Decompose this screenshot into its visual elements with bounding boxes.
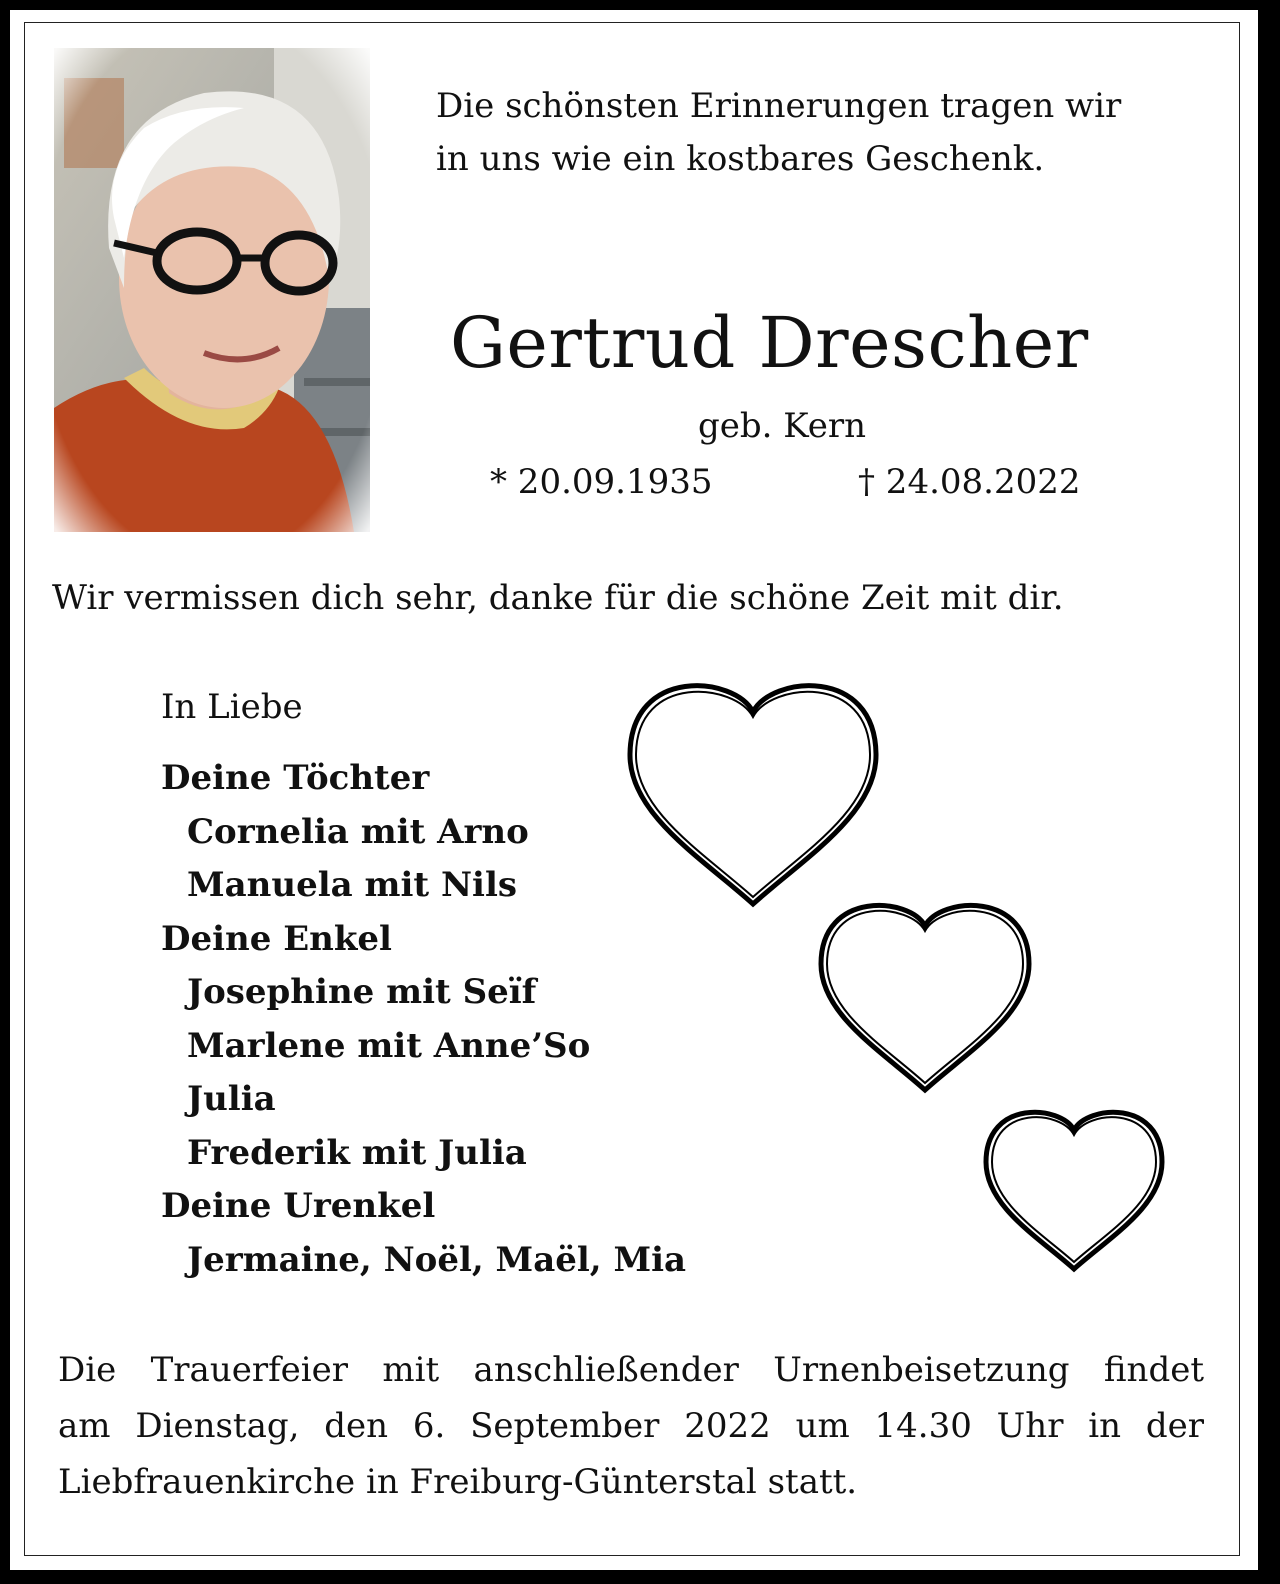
family-group-heading: Deine Töchter [161, 758, 430, 798]
maiden-name: geb. Kern [698, 406, 867, 446]
family-group-heading: Deine Urenkel [161, 1186, 436, 1226]
service-line-3: Liebfrauenkirche in Freiburg-Günterstal statt. [58, 1462, 858, 1502]
heart-outline-icon [821, 905, 1029, 1090]
family-member: Frederik mit Julia [187, 1132, 527, 1173]
family-group-heading: Deine Enkel [161, 918, 392, 959]
motto-line-1: Die schönsten Erinnerungen tragen wir [436, 86, 1122, 126]
family-member: Jermaine, Noël, Maël, Mia [187, 1239, 687, 1280]
birth-date: * 20.09.1935 [490, 462, 713, 502]
family-member: Josephine mit Seïf [187, 972, 537, 1012]
greeting: In Liebe [161, 687, 303, 727]
service-line-1: Die Trauerfeier mit anschließender Urnenbeisetzung findet [58, 1350, 1204, 1390]
service-announcement [58, 1342, 1204, 1510]
heart-outline-icon [630, 686, 876, 904]
heart-outline-icon [986, 1112, 1162, 1269]
death-date: † 24.08.2022 [858, 462, 1081, 502]
family-member: Marlene mit Anne’So [187, 1025, 591, 1066]
service-line-2: am Dienstag, den 6. September 2022 um 14.30 Uhr in der [58, 1406, 1204, 1446]
hearts-decoration [10, 10, 1258, 1570]
deceased-name: Gertrud Drescher [450, 302, 1089, 384]
family-member: Manuela mit Nils [187, 865, 518, 905]
farewell-message: Wir vermissen dich sehr, danke für die schöne Zeit mit dir. [52, 578, 1064, 618]
obituary-card [10, 10, 1258, 1570]
family-member: Julia [187, 1079, 276, 1119]
motto-line-2: in uns wie ein kostbares Geschenk. [436, 139, 1045, 179]
family-member: Cornelia mit Arno [187, 811, 529, 852]
